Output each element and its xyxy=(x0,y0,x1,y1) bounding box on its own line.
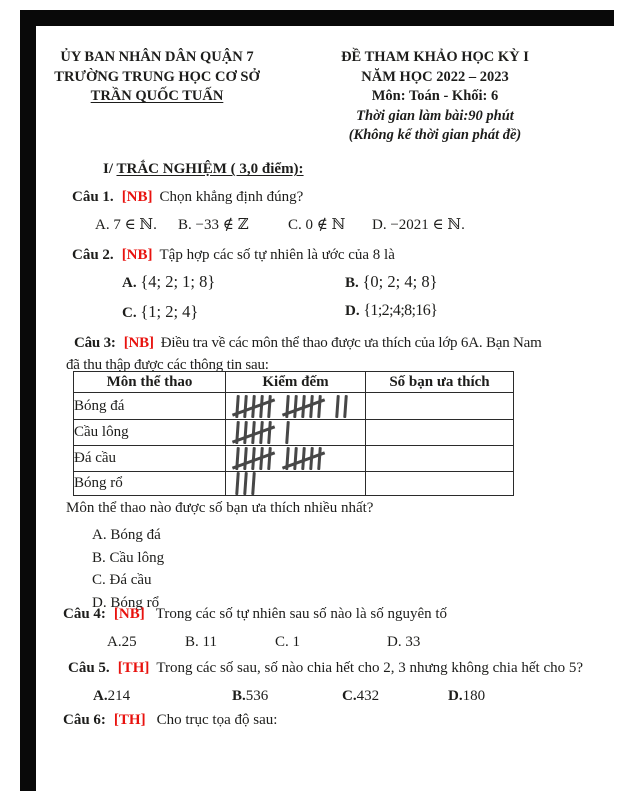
q2-option-b-letter: B. xyxy=(345,275,359,291)
question-3-label: Câu 3: xyxy=(74,335,116,351)
question-3 xyxy=(66,333,544,376)
q2-option-d-letter: D. xyxy=(345,303,360,319)
sport-name: Bóng đá xyxy=(74,393,226,420)
q1-option-d: D. −2021 ∈ ℕ. xyxy=(372,217,465,233)
q5-option-c-value: 432 xyxy=(356,688,380,704)
tally-marks xyxy=(226,472,365,495)
section-title-text: TRẮC NGHIỆM ( 3,0 điểm): xyxy=(116,161,304,177)
tally-cell xyxy=(226,472,366,496)
tally-marks xyxy=(226,395,365,418)
question-6-label: Câu 6: xyxy=(63,712,106,728)
q3-choice-a: A. Bóng đá xyxy=(92,527,161,543)
q2-option-a-set: {4; 2; 1; 8} xyxy=(140,272,216,291)
q4-option-b: B. 11 xyxy=(185,634,217,650)
question-4-tag: [NB] xyxy=(113,606,145,622)
tally-marks xyxy=(226,421,365,444)
section-prefix: I/ xyxy=(103,161,117,177)
scan-border-left xyxy=(20,10,36,791)
q2-option-c xyxy=(122,302,198,322)
q5-option-b-value: 536 xyxy=(245,688,269,704)
tally-marks xyxy=(226,447,365,470)
q3-choice-b: B. Cầu lông xyxy=(92,549,165,566)
col-header-sport: Môn thể thao xyxy=(74,372,226,393)
survey-table xyxy=(73,371,514,496)
q5-option-d xyxy=(448,688,486,705)
q2-option-b-set: {0; 2; 4; 8} xyxy=(362,272,438,291)
exam-year: NĂM HỌC 2022 – 2023 xyxy=(361,68,509,85)
tally-cell xyxy=(226,446,366,472)
q2-option-c-set: {1; 2; 4} xyxy=(140,302,199,321)
school-header xyxy=(46,48,268,107)
question-1-options xyxy=(95,215,565,235)
question-5 xyxy=(68,660,583,677)
q2-option-b xyxy=(345,272,437,292)
sport-name: Cầu lông xyxy=(74,420,226,446)
question-6 xyxy=(63,712,277,729)
school-line-school: TRƯỜNG TRUNG HỌC CƠ SỞ xyxy=(54,68,260,85)
q2-option-d-set: {1;2;4;8;16} xyxy=(363,302,438,319)
q5-option-b xyxy=(232,688,269,705)
count-cell xyxy=(366,420,514,446)
question-1 xyxy=(72,189,303,206)
tally-cell xyxy=(226,393,366,420)
school-line-district: ỦY BAN NHÂN DÂN QUẬN 7 xyxy=(60,49,254,65)
table-row xyxy=(74,446,514,472)
question-5-options xyxy=(93,688,563,708)
question-4-text: Trong các số tự nhiên sau số nào là số nguyên tố xyxy=(155,606,448,622)
section-title xyxy=(103,161,304,178)
q1-option-b: B. −33 ∉ ℤ xyxy=(178,217,249,233)
q4-option-c: C. 1 xyxy=(275,634,301,650)
q3-choice-d: D. Bóng rổ xyxy=(92,594,160,611)
q4-option-d: D. 33 xyxy=(387,634,421,650)
count-cell xyxy=(366,446,514,472)
tally-cell xyxy=(226,420,366,446)
q2-option-d xyxy=(345,302,437,320)
count-cell xyxy=(366,393,514,420)
question-3-sub: Môn thể thao nào được số bạn ưa thích nhiều nhất? xyxy=(66,500,374,516)
question-6-tag: [TH] xyxy=(113,712,146,728)
q5-option-a xyxy=(93,688,131,705)
table-row xyxy=(74,472,514,496)
question-3-text: Điều tra về các môn thể thao được ưa thích của lớp 6A. Bạn Nam đã thu thập được các thông tin sau: xyxy=(66,335,542,373)
q5-option-b-letter: B. xyxy=(232,688,246,704)
question-1-label: Câu 1. xyxy=(72,189,114,205)
q5-option-d-value: 180 xyxy=(462,688,486,704)
q1-option-a: A. 7 ∈ ℕ. xyxy=(95,217,157,233)
question-2-tag: [NB] xyxy=(121,247,153,263)
exam-subject: Môn: Toán - Khối: 6 xyxy=(371,88,499,104)
exam-header xyxy=(300,48,570,146)
question-5-tag: [TH] xyxy=(117,660,150,676)
q5-option-a-letter: A. xyxy=(93,688,108,704)
exam-duration: Thời gian làm bài:90 phút xyxy=(356,107,514,124)
question-1-tag: [NB] xyxy=(121,189,153,205)
question-1-text: Chọn khẳng định đúng? xyxy=(159,189,304,205)
col-header-tally: Kiểm đếm xyxy=(226,372,366,393)
question-4 xyxy=(63,606,447,623)
count-cell xyxy=(366,472,514,496)
q2-option-c-letter: C. xyxy=(122,305,137,321)
q4-option-a: A.25 xyxy=(107,634,137,650)
question-5-label: Câu 5. xyxy=(68,660,110,676)
scan-border-top xyxy=(20,10,614,26)
exam-title: ĐỀ THAM KHẢO HỌC KỲ I xyxy=(341,49,529,65)
q2-option-a xyxy=(122,272,215,292)
table-row xyxy=(74,420,514,446)
q5-option-d-letter: D. xyxy=(448,688,463,704)
q5-option-c-letter: C. xyxy=(342,688,357,704)
question-2 xyxy=(72,247,395,264)
q5-option-c xyxy=(342,688,380,705)
question-4-options xyxy=(107,634,567,654)
table-header-row xyxy=(74,372,514,393)
q2-option-a-letter: A. xyxy=(122,275,137,291)
q5-option-a-value: 214 xyxy=(107,688,131,704)
question-3-tag: [NB] xyxy=(123,335,154,351)
col-header-count: Số bạn ưa thích xyxy=(366,372,514,393)
q1-option-c: C. 0 ∉ ℕ xyxy=(288,217,346,233)
school-line-name: TRẦN QUỐC TUẤN xyxy=(90,88,224,104)
sport-name: Bóng rổ xyxy=(74,472,226,496)
question-3-choices xyxy=(92,524,164,614)
question-2-label: Câu 2. xyxy=(72,247,114,263)
question-6-text: Cho trục tọa độ sau: xyxy=(156,712,278,728)
exam-note: (Không kể thời gian phát đề) xyxy=(348,127,522,143)
question-5-text: Trong các số sau, số nào chia hết cho 2, 3 nhưng không chia hết cho 5? xyxy=(156,660,584,676)
question-2-text: Tập hợp các số tự nhiên là ước của 8 là xyxy=(159,247,395,263)
q3-choice-c: C. Đá cầu xyxy=(92,572,152,588)
table-row xyxy=(74,393,514,420)
sport-name: Đá cầu xyxy=(74,446,226,472)
question-4-label: Câu 4: xyxy=(63,606,106,622)
